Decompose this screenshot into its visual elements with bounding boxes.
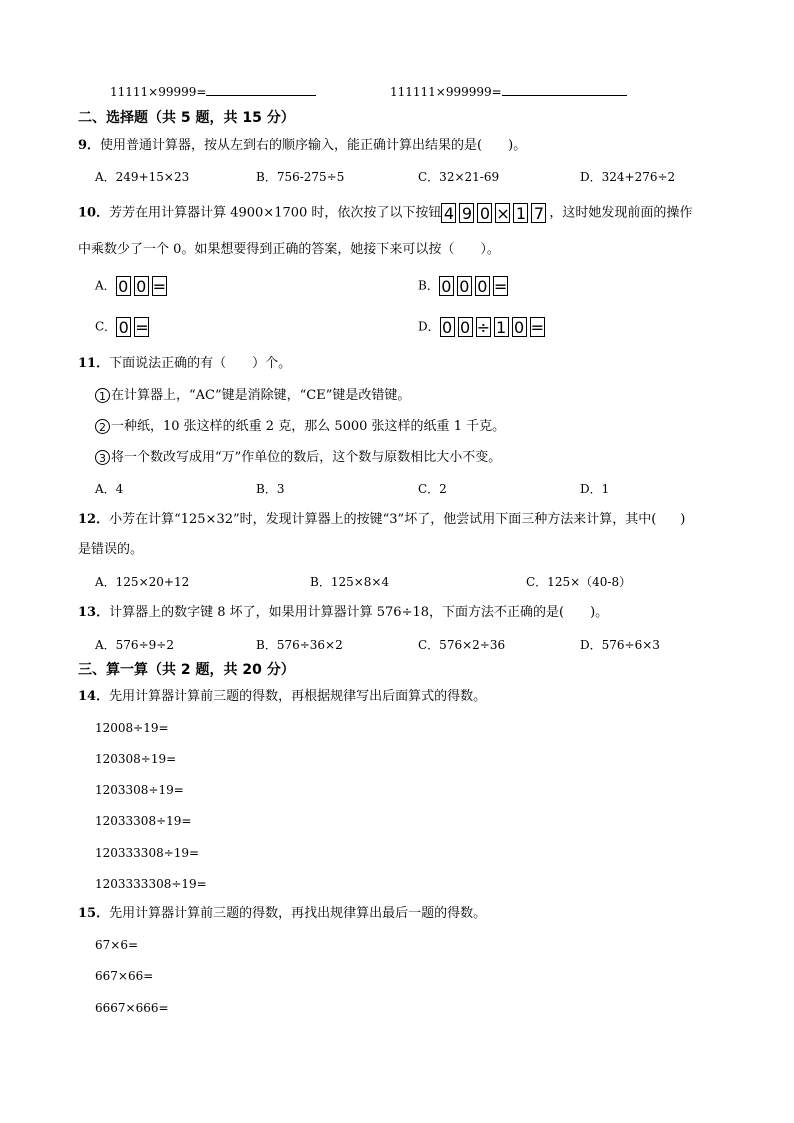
- question-number: 10．: [78, 205, 110, 221]
- calculator-key: ×: [496, 204, 510, 223]
- q11-option-d[interactable]: D．1: [580, 482, 610, 496]
- question-12-line1: [78, 513, 685, 526]
- statement-text: 一种纸，10 张这样的纸重 2 克，那么 5000 张这样的纸重 1 千克。: [111, 419, 506, 434]
- calculator-key: =: [135, 318, 149, 337]
- calculator-key: 0: [440, 317, 455, 337]
- q11-option-b[interactable]: B．3: [256, 482, 285, 496]
- calculator-key: 0: [439, 276, 454, 296]
- question-10-line2: [78, 243, 500, 256]
- calculator-key: 0: [134, 276, 149, 296]
- top-left-expr: 11111×99999=: [110, 85, 207, 99]
- option-label: C．: [95, 319, 117, 334]
- question-number: 13．: [78, 605, 110, 620]
- question-11: [78, 357, 291, 370]
- calculator-key: 0: [475, 276, 490, 296]
- question-text: 下面说法正确的有（: [109, 356, 227, 371]
- q14-expression: 120308÷19=: [95, 752, 177, 766]
- answer-blank[interactable]: [206, 94, 316, 96]
- q10-option-c[interactable]: [95, 317, 152, 337]
- circled-number: 2: [95, 419, 110, 434]
- statement-text: 在计算器上，“AC”键是消除键，“CE”键是改错键。: [111, 388, 411, 403]
- calculator-key: =: [530, 318, 545, 337]
- question-text-cont: ，这时她发现前面的操作: [549, 205, 693, 221]
- q13-option-c[interactable]: C．576×2÷36: [418, 638, 506, 652]
- calculator-key: 7: [531, 203, 546, 223]
- calculator-key: 0: [512, 317, 527, 337]
- q10-option-a[interactable]: [95, 276, 170, 296]
- calculator-key: 1: [494, 317, 509, 337]
- question-number: 15．: [78, 906, 110, 921]
- question-number: 14．: [78, 689, 110, 704]
- top-right-expr: 111111×999999=: [390, 85, 502, 99]
- section-heading-choice: 二、选择题（共 5 题，共 15 分）: [78, 110, 295, 126]
- answer-blank[interactable]: [502, 94, 627, 96]
- calculator-key: ÷: [476, 318, 491, 337]
- option-label: A．: [95, 278, 116, 293]
- circled-number: 1: [95, 388, 110, 403]
- question-text: 计算器上的数字键 8 坏了，如果用计算器计算 576÷18，下面方法不正确的是(: [109, 605, 565, 620]
- question-text: 先用计算器计算前三题的得数，再根据规律写出后面算式的得数。: [109, 689, 487, 704]
- calculator-key: 9: [459, 203, 474, 223]
- q12-option-b[interactable]: B．125×8×4: [310, 575, 390, 589]
- calculator-key: 1: [513, 203, 528, 223]
- q15-expression: 667×66=: [95, 969, 154, 983]
- q14-expression: 12033308÷19=: [95, 814, 192, 828]
- q12-option-c[interactable]: C．125×（40-8）: [526, 575, 632, 589]
- calculator-key: 0: [116, 276, 131, 296]
- question-text-end: ): [680, 512, 686, 527]
- q11-statement-1: [95, 388, 410, 403]
- question-number: 12．: [78, 512, 110, 527]
- q15-expression: 6667×666=: [95, 1001, 169, 1015]
- calculator-key: 4: [441, 203, 456, 223]
- question-text: 芳芳在用计算器计算 4900×1700 时，依次按了以下按钮: [109, 205, 442, 221]
- question-15: [78, 907, 486, 920]
- calculator-key: 0: [457, 276, 472, 296]
- question-text-end: ）个。: [252, 356, 292, 371]
- calculator-key: =: [152, 277, 167, 296]
- q14-expression: 120333308÷19=: [95, 846, 200, 860]
- pressed-key-sequence: [441, 203, 549, 223]
- question-14: [78, 690, 486, 703]
- q13-option-a[interactable]: A．576÷9÷2: [95, 638, 174, 652]
- q9-option-b[interactable]: B．756-275÷5: [256, 170, 345, 184]
- calculator-key: 0: [116, 317, 131, 337]
- question-text-end: ）。: [480, 242, 500, 257]
- question-13: [78, 606, 608, 619]
- question-9: [78, 139, 526, 152]
- option-label: D．: [418, 319, 440, 334]
- statement-text: 将一个数改写成用“万”作单位的数后，这个数与原数相比大小不变。: [111, 450, 502, 465]
- q10-option-b[interactable]: [418, 276, 511, 296]
- question-text: 使用普通计算器，按从左到右的顺序输入，能正确计算出结果的是(: [100, 138, 483, 153]
- question-text: 先用计算器计算前三题的得数，再找出规律算出最后一题的得数。: [109, 906, 487, 921]
- question-12-line2: 是错误的。: [78, 542, 144, 557]
- q14-expression: 1203308÷19=: [95, 783, 184, 797]
- question-text-end: )。: [590, 605, 609, 620]
- calculator-key: 0: [458, 317, 473, 337]
- q10-option-d[interactable]: [418, 317, 548, 337]
- circled-number: 3: [95, 450, 110, 465]
- top-expression-right: [390, 86, 627, 98]
- q13-option-b[interactable]: B．576÷36×2: [256, 638, 343, 652]
- calculator-key: 0: [477, 203, 492, 223]
- q9-option-c[interactable]: C．32×21-69: [418, 170, 500, 184]
- q11-statement-2: [95, 419, 505, 434]
- question-text: 中乘数少了一个 0。如果想要得到正确的答案，她接下来可以按（: [78, 242, 455, 257]
- question-number: 9．: [78, 138, 101, 153]
- question-number: 11．: [78, 356, 110, 371]
- option-label: B．: [418, 278, 439, 293]
- q11-option-c[interactable]: C．2: [418, 482, 447, 496]
- question-text: 小芳在计算“125×32”时，发现计算器上的按键“3”坏了，他尝试用下面三种方法来计算，其中(: [109, 512, 657, 527]
- q11-option-a[interactable]: A．4: [95, 482, 124, 496]
- q9-option-a[interactable]: A．249+15×23: [95, 170, 190, 184]
- q13-option-d[interactable]: D．576÷6×3: [580, 638, 660, 652]
- q11-statement-3: [95, 450, 501, 465]
- calculator-key: =: [493, 277, 508, 296]
- question-10-line1: [78, 203, 692, 223]
- q14-expression: 1203333308÷19=: [95, 877, 207, 891]
- section-heading-calculate: 三、算一算（共 2 题，共 20 分）: [78, 662, 295, 678]
- q15-expression: 67×6=: [95, 938, 139, 952]
- question-text-end: )。: [508, 138, 527, 153]
- q14-expression: 12008÷19=: [95, 721, 169, 735]
- q9-option-d[interactable]: D．324+276÷2: [580, 170, 676, 184]
- q12-option-a[interactable]: A．125×20+12: [95, 575, 190, 589]
- top-expression-left: [110, 86, 316, 98]
